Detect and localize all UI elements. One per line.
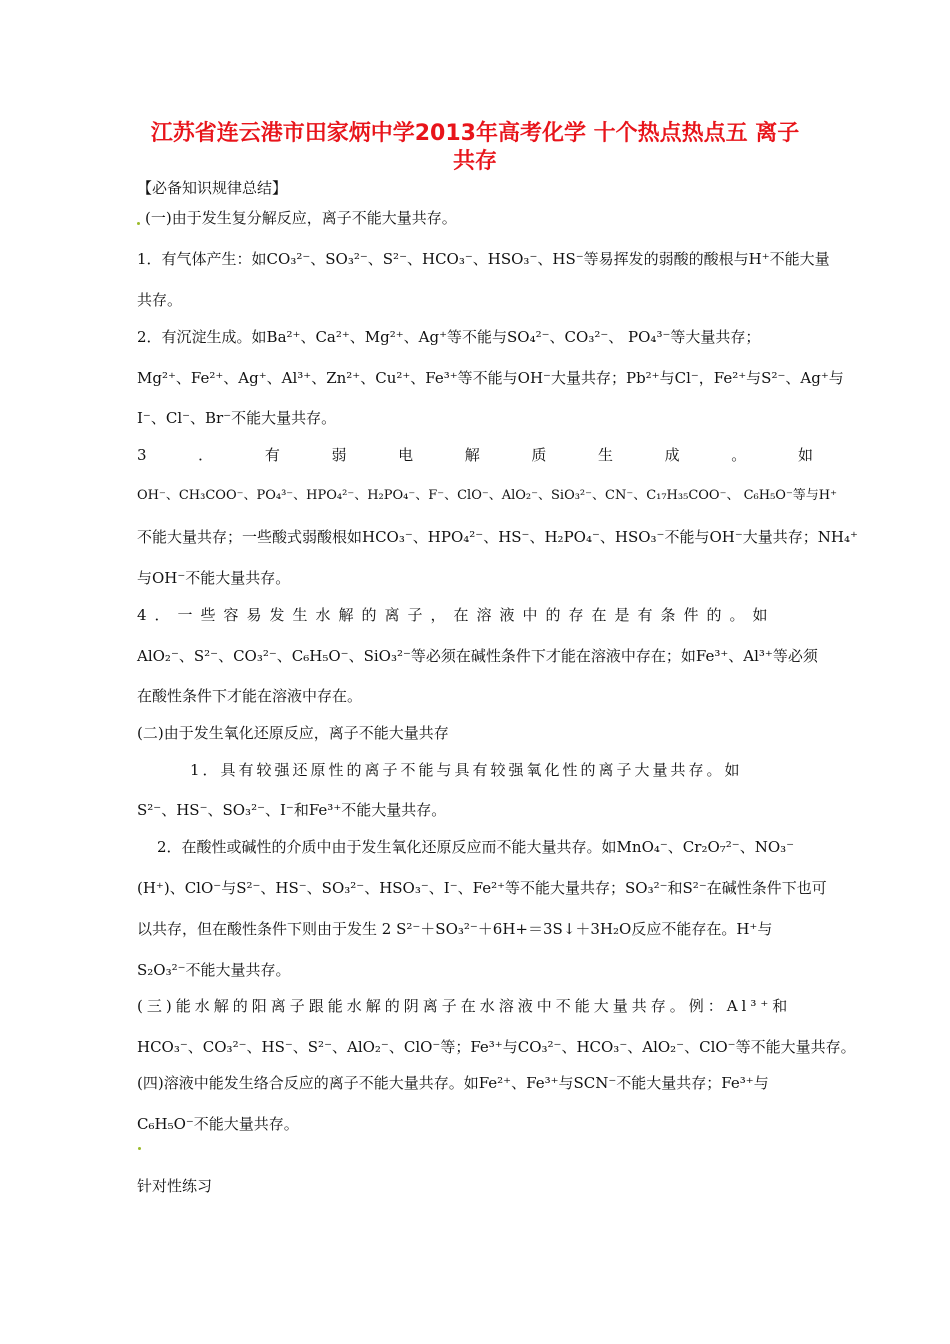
marker-dot <box>137 222 140 225</box>
title-line-2: 共存 <box>452 149 497 174</box>
para-line: I⁻、Cl⁻、Br⁻不能大量共存。 <box>137 409 337 427</box>
para-line: 1．具有较强还原性的离子不能与具有较强氧化性的离子大量共存。如 <box>190 761 743 779</box>
para-line: 1．有气体产生：如CO₃²⁻、SO₃²⁻、S²⁻、HCO₃⁻、HSO₃⁻、HS⁻等易挥发的弱酸的酸根与H⁺不能大量 <box>137 250 830 268</box>
para-line: S₂O₃²⁻不能大量共存。 <box>137 961 291 979</box>
para-line: (四)溶液中能发生络合反应的离子不能大量共存。如Fe²⁺、Fe³⁺与SCN⁻不能大量共存；Fe³⁺与 <box>137 1074 769 1092</box>
marker-dot <box>138 1147 141 1150</box>
para-line: (三)能水解的阳离子跟能水解的阴离子在水溶液中不能大量共存。例：Al³⁺和 <box>137 997 792 1015</box>
para-line: (H⁺)、ClO⁻与S²⁻、HS⁻、SO₃²⁻、HSO₃⁻、I⁻、Fe²⁺等不能大量共存；SO₃²⁻和S²⁻在碱性条件下也可 <box>137 879 827 897</box>
para-line: AlO₂⁻、S²⁻、CO₃²⁻、C₆H₅O⁻、SiO₃²⁻等必须在碱性条件下才能在溶液中存在；如Fe³⁺、Al³⁺等必须 <box>137 647 818 665</box>
para-line: OH⁻、CH₃COO⁻、PO₄³⁻、HPO₄²⁻、H₂PO₄⁻、F⁻、ClO⁻、AlO₂⁻、SiO₃²⁻、CN⁻、C₁₇H₃₅COO⁻、 C₆H₅O⁻等与H⁺ <box>137 488 838 503</box>
title-line-1: 江苏省连云港市田家炳中学2013年高考化学 十个热点热点五 离子 <box>150 121 800 146</box>
document-title <box>125 120 825 176</box>
para-line: 2．在酸性或碱性的介质中由于发生氧化还原反应而不能大量共存。如MnO₄⁻、Cr₂O₇²⁻、NO₃⁻ <box>157 838 795 856</box>
para-line: C₆H₅O⁻不能大量共存。 <box>137 1115 299 1133</box>
para-line: 不能大量共存；一些酸式弱酸根如HCO₃⁻、HPO₄²⁻、HS⁻、H₂PO₄⁻、HSO₃⁻不能与OH⁻大量共存；NH₄⁺ <box>137 528 858 546</box>
para-line: 在酸性条件下才能在溶液中存在。 <box>137 687 363 705</box>
para-line: 4．一些容易发生水解的离子，在溶液中的存在是有条件的。如 <box>137 606 776 624</box>
para-line: (一)由于发生复分解反应，离子不能大量共存。 <box>145 209 457 227</box>
para-line: 与OH⁻不能大量共存。 <box>137 569 291 587</box>
para-line: S²⁻、HS⁻、SO₃²⁻、I⁻和Fe³⁺不能大量共存。 <box>137 801 447 819</box>
para-line-justified: 3 ． 有 弱 电 解 质 生 成 。 如 <box>137 446 813 464</box>
para-line: (二)由于发生氧化还原反应，离子不能大量共存 <box>137 724 449 742</box>
practice-heading: 针对性练习 <box>137 1177 213 1195</box>
para-line: 以共存，但在酸性条件下则由于发生 2 S²⁻＋SO₃²⁻＋6H+＝3S↓＋3H₂O反应不能存在。H⁺与 <box>137 920 773 938</box>
para-line: 2．有沉淀生成。如Ba²⁺、Ca²⁺、Mg²⁺、Ag⁺等不能与SO₄²⁻、CO₃²⁻、 PO₄³⁻等大量共存； <box>137 328 761 346</box>
para-line: 共存。 <box>137 291 183 309</box>
section-heading: 【必备知识规律总结】 <box>137 179 288 197</box>
para-line: Mg²⁺、Fe²⁺、Ag⁺、Al³⁺、Zn²⁺、Cu²⁺、Fe³⁺等不能与OH⁻大量共存；Pb²⁺与Cl⁻，Fe²⁺与S²⁻、Ag⁺与 <box>137 369 844 387</box>
para-line: HCO₃⁻、CO₃²⁻、HS⁻、S²⁻、AlO₂⁻、ClO⁻等；Fe³⁺与CO₃²⁻、HCO₃⁻、AlO₂⁻、ClO⁻等不能大量共存。 <box>137 1038 856 1056</box>
